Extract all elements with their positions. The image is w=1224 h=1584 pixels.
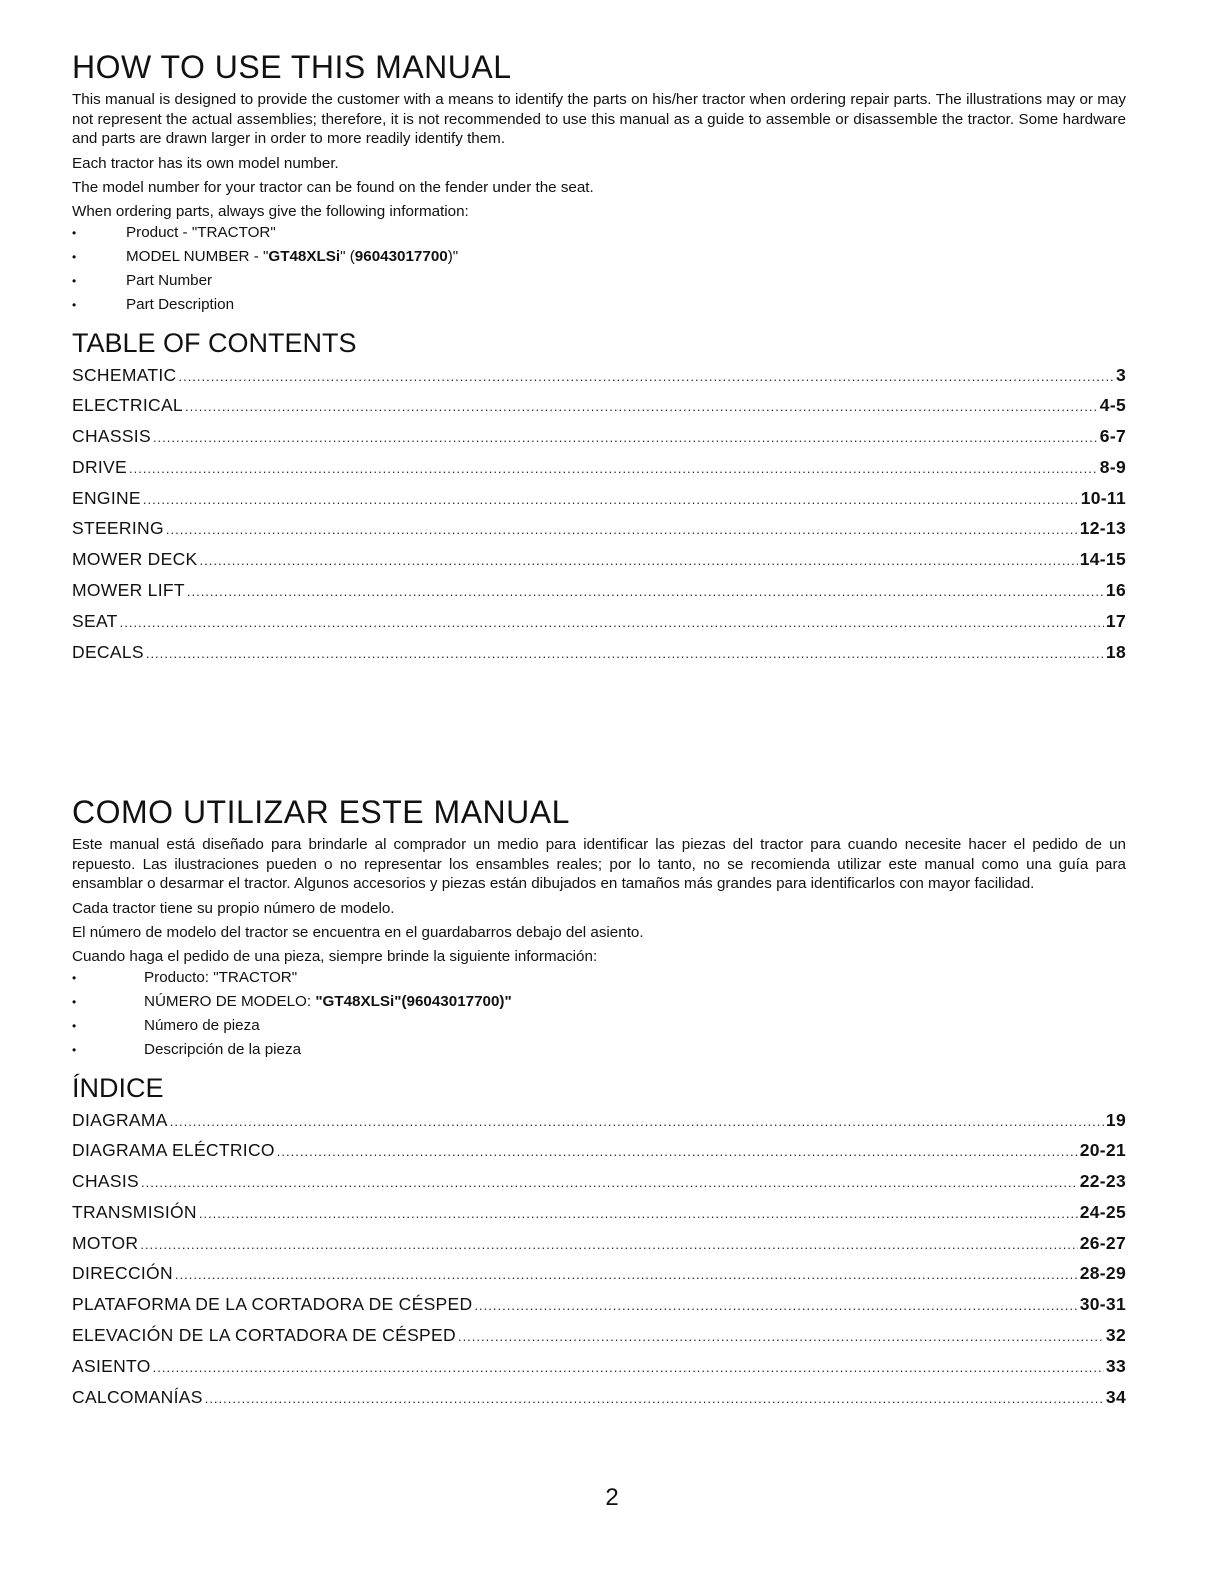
toc-entry-page: 17 [1105, 610, 1126, 631]
toc-entry-page: 4-5 [1099, 395, 1126, 416]
toc-entry [72, 1140, 1126, 1171]
model-number: 96043017700 [354, 247, 448, 265]
toc-entry [72, 1202, 1126, 1233]
bullet-part-number: Número de pieza [144, 1016, 260, 1034]
toc-entry-page: 34 [1105, 1386, 1126, 1407]
list-item [72, 990, 1126, 1014]
toc-entry-label: CHASSIS [72, 426, 151, 447]
ordering-info-list [72, 221, 1126, 317]
indice-title: ÍNDICE [72, 1072, 164, 1103]
toc-entry-label: MOWER DECK [72, 549, 198, 570]
toc-entry-label: PLATAFORMA DE LA CORTADORA DE CÉSPED [72, 1294, 473, 1315]
table-of-contents [72, 365, 1126, 673]
toc-entry-page: 16 [1105, 580, 1126, 601]
spanish-ordering-info-list [72, 966, 1126, 1062]
toc-entry-label: MOTOR [72, 1232, 139, 1253]
model-location-note: The model number for your tractor can be found on the fender under the seat. [72, 178, 594, 196]
toc-entry [72, 580, 1126, 611]
toc-entry [72, 611, 1126, 642]
toc-entry [72, 642, 1126, 673]
spanish-title: COMO UTILIZAR ESTE MANUAL [72, 794, 570, 830]
bullet-model-mid: " ( [340, 247, 355, 265]
list-item [72, 245, 1126, 269]
toc-entry-page: 18 [1105, 641, 1126, 662]
list-item [72, 1014, 1126, 1038]
dot-leader [153, 430, 1098, 445]
toc-entry-label: ELEVACIÓN DE LA CORTADORA DE CÉSPED [72, 1325, 456, 1346]
spanish-model-number-note: Cada tractor tiene su propio número de modelo. [72, 899, 395, 917]
intro-paragraph: This manual is designed to provide the customer with a means to identify the parts on his/her tractor when ordering repair parts. The illustrations may or may not represent the actual assemblies; therefore, it is not recommended to use this manual as a guide to assemble or disassemble the tractor. Some hardware and parts are drawn larger in order to more readily identify them. [72, 91, 1126, 147]
toc-entry-label: MOWER LIFT [72, 580, 185, 601]
toc-entry-page: 10-11 [1080, 487, 1126, 508]
dot-leader [458, 1329, 1104, 1344]
toc-entry-label: CALCOMANÍAS [72, 1386, 203, 1407]
model-name: GT48XLSi [268, 247, 341, 265]
dot-leader [199, 1206, 1078, 1221]
indice-table [72, 1110, 1126, 1418]
toc-entry-page: 28-29 [1079, 1263, 1126, 1284]
list-item [72, 293, 1126, 317]
toc-entry-label: CHASIS [72, 1171, 139, 1192]
toc-entry-label: ASIENTO [72, 1355, 151, 1376]
dot-leader [146, 646, 1104, 661]
toc-entry [72, 518, 1126, 549]
ordering-info-note: When ordering parts, always give the following information: [72, 202, 469, 220]
toc-entry [72, 1325, 1126, 1356]
toc-entry-page: 32 [1105, 1325, 1126, 1346]
list-item [72, 269, 1126, 293]
toc-entry-label: TRANSMISIÓN [72, 1201, 197, 1222]
toc-entry [72, 395, 1126, 426]
toc-entry-page: 6-7 [1099, 426, 1126, 447]
list-item [72, 221, 1126, 245]
dot-leader [129, 461, 1098, 476]
toc-entry-label: ENGINE [72, 487, 141, 508]
toc-entry [72, 1233, 1126, 1264]
toc-entry [72, 426, 1126, 457]
dot-leader [277, 1144, 1078, 1159]
bullet-part-description: Descripción de la pieza [144, 1040, 302, 1058]
toc-entry-label: DIRECCIÓN [72, 1263, 173, 1284]
bullet-part-description: Part Description [126, 295, 235, 313]
page-title: HOW TO USE THIS MANUAL [72, 49, 512, 85]
toc-entry-page: 8-9 [1099, 456, 1126, 477]
toc-entry-label: SEAT [72, 610, 118, 631]
english-section [72, 48, 1126, 672]
bullet-model-prefix: MODEL NUMBER - " [126, 247, 269, 265]
spanish-ordering-info-note: Cuando haga el pedido de una pieza, siempre brinde la siguiente información: [72, 947, 598, 965]
bullet-model-prefix: NÚMERO DE MODELO: [144, 992, 316, 1010]
toc-entry [72, 1263, 1126, 1294]
toc-entry [72, 488, 1126, 519]
spanish-intro-paragraph: Este manual está diseñado para brindarle al comprador un medio para identificar las piezas del tractor para cuando necesite hacer el pedido de un repuesto. Las ilustraciones pueden o no representar los ensambles reales; por lo tanto, no se recomienda utilizar este manual como una guía para ensamblar o desarmar el tractor. Algunos accesorios y piezas están dibujados en tamaños más grandes para identificarlos con mayor facilidad. [72, 836, 1126, 892]
model-number: "GT48XLSi"(96043017700)" [315, 992, 512, 1010]
list-item [72, 1038, 1126, 1062]
page-number: 2 [605, 1484, 619, 1511]
toc-entry-label: DIAGRAMA [72, 1109, 168, 1130]
toc-entry-label: DRIVE [72, 456, 127, 477]
spanish-section [72, 793, 1126, 1417]
toc-title: TABLE OF CONTENTS [72, 327, 357, 358]
dot-leader [175, 1267, 1078, 1282]
dot-leader [140, 1237, 1077, 1252]
toc-entry-label: DIAGRAMA ELÉCTRICO [72, 1140, 275, 1161]
toc-entry [72, 1387, 1126, 1418]
dot-leader [170, 1114, 1104, 1129]
dot-leader [120, 615, 1104, 630]
dot-leader [187, 584, 1104, 599]
dot-leader [205, 1391, 1104, 1406]
dot-leader [474, 1298, 1077, 1313]
toc-entry [72, 457, 1126, 488]
dot-leader [178, 369, 1113, 384]
toc-entry-page: 30-31 [1079, 1294, 1126, 1315]
toc-entry-page: 26-27 [1079, 1232, 1126, 1253]
dot-leader [185, 399, 1098, 414]
toc-entry-label: ELECTRICAL [72, 395, 183, 416]
toc-entry [72, 1356, 1126, 1387]
toc-entry [72, 1171, 1126, 1202]
dot-leader [153, 1360, 1104, 1375]
bullet-product: Product - "TRACTOR" [126, 223, 276, 241]
toc-entry-label: DECALS [72, 641, 144, 662]
toc-entry-page: 22-23 [1079, 1171, 1126, 1192]
toc-entry-page: 12-13 [1079, 518, 1126, 539]
toc-entry-page: 20-21 [1079, 1140, 1126, 1161]
toc-entry-page: 33 [1105, 1355, 1126, 1376]
toc-entry-page: 24-25 [1079, 1201, 1126, 1222]
model-number-note: Each tractor has its own model number. [72, 154, 339, 172]
toc-entry-label: STEERING [72, 518, 164, 539]
spanish-model-location-note: El número de modelo del tractor se encuentra en el guardabarros debajo del asiento. [72, 923, 644, 941]
toc-entry-page: 3 [1115, 364, 1126, 385]
bullet-part-number: Part Number [126, 271, 213, 289]
dot-leader [200, 553, 1078, 568]
dot-leader [141, 1175, 1078, 1190]
bullet-model-suffix: )" [447, 247, 459, 265]
list-item [72, 966, 1126, 990]
dot-leader [166, 522, 1078, 537]
toc-entry [72, 549, 1126, 580]
toc-entry [72, 1110, 1126, 1141]
toc-entry-page: 19 [1105, 1109, 1126, 1130]
toc-entry [72, 1294, 1126, 1325]
dot-leader [143, 492, 1079, 507]
bullet-product: Producto: "TRACTOR" [144, 968, 298, 986]
toc-entry-page: 14-15 [1079, 549, 1126, 570]
toc-entry [72, 365, 1126, 396]
toc-entry-label: SCHEMATIC [72, 364, 177, 385]
